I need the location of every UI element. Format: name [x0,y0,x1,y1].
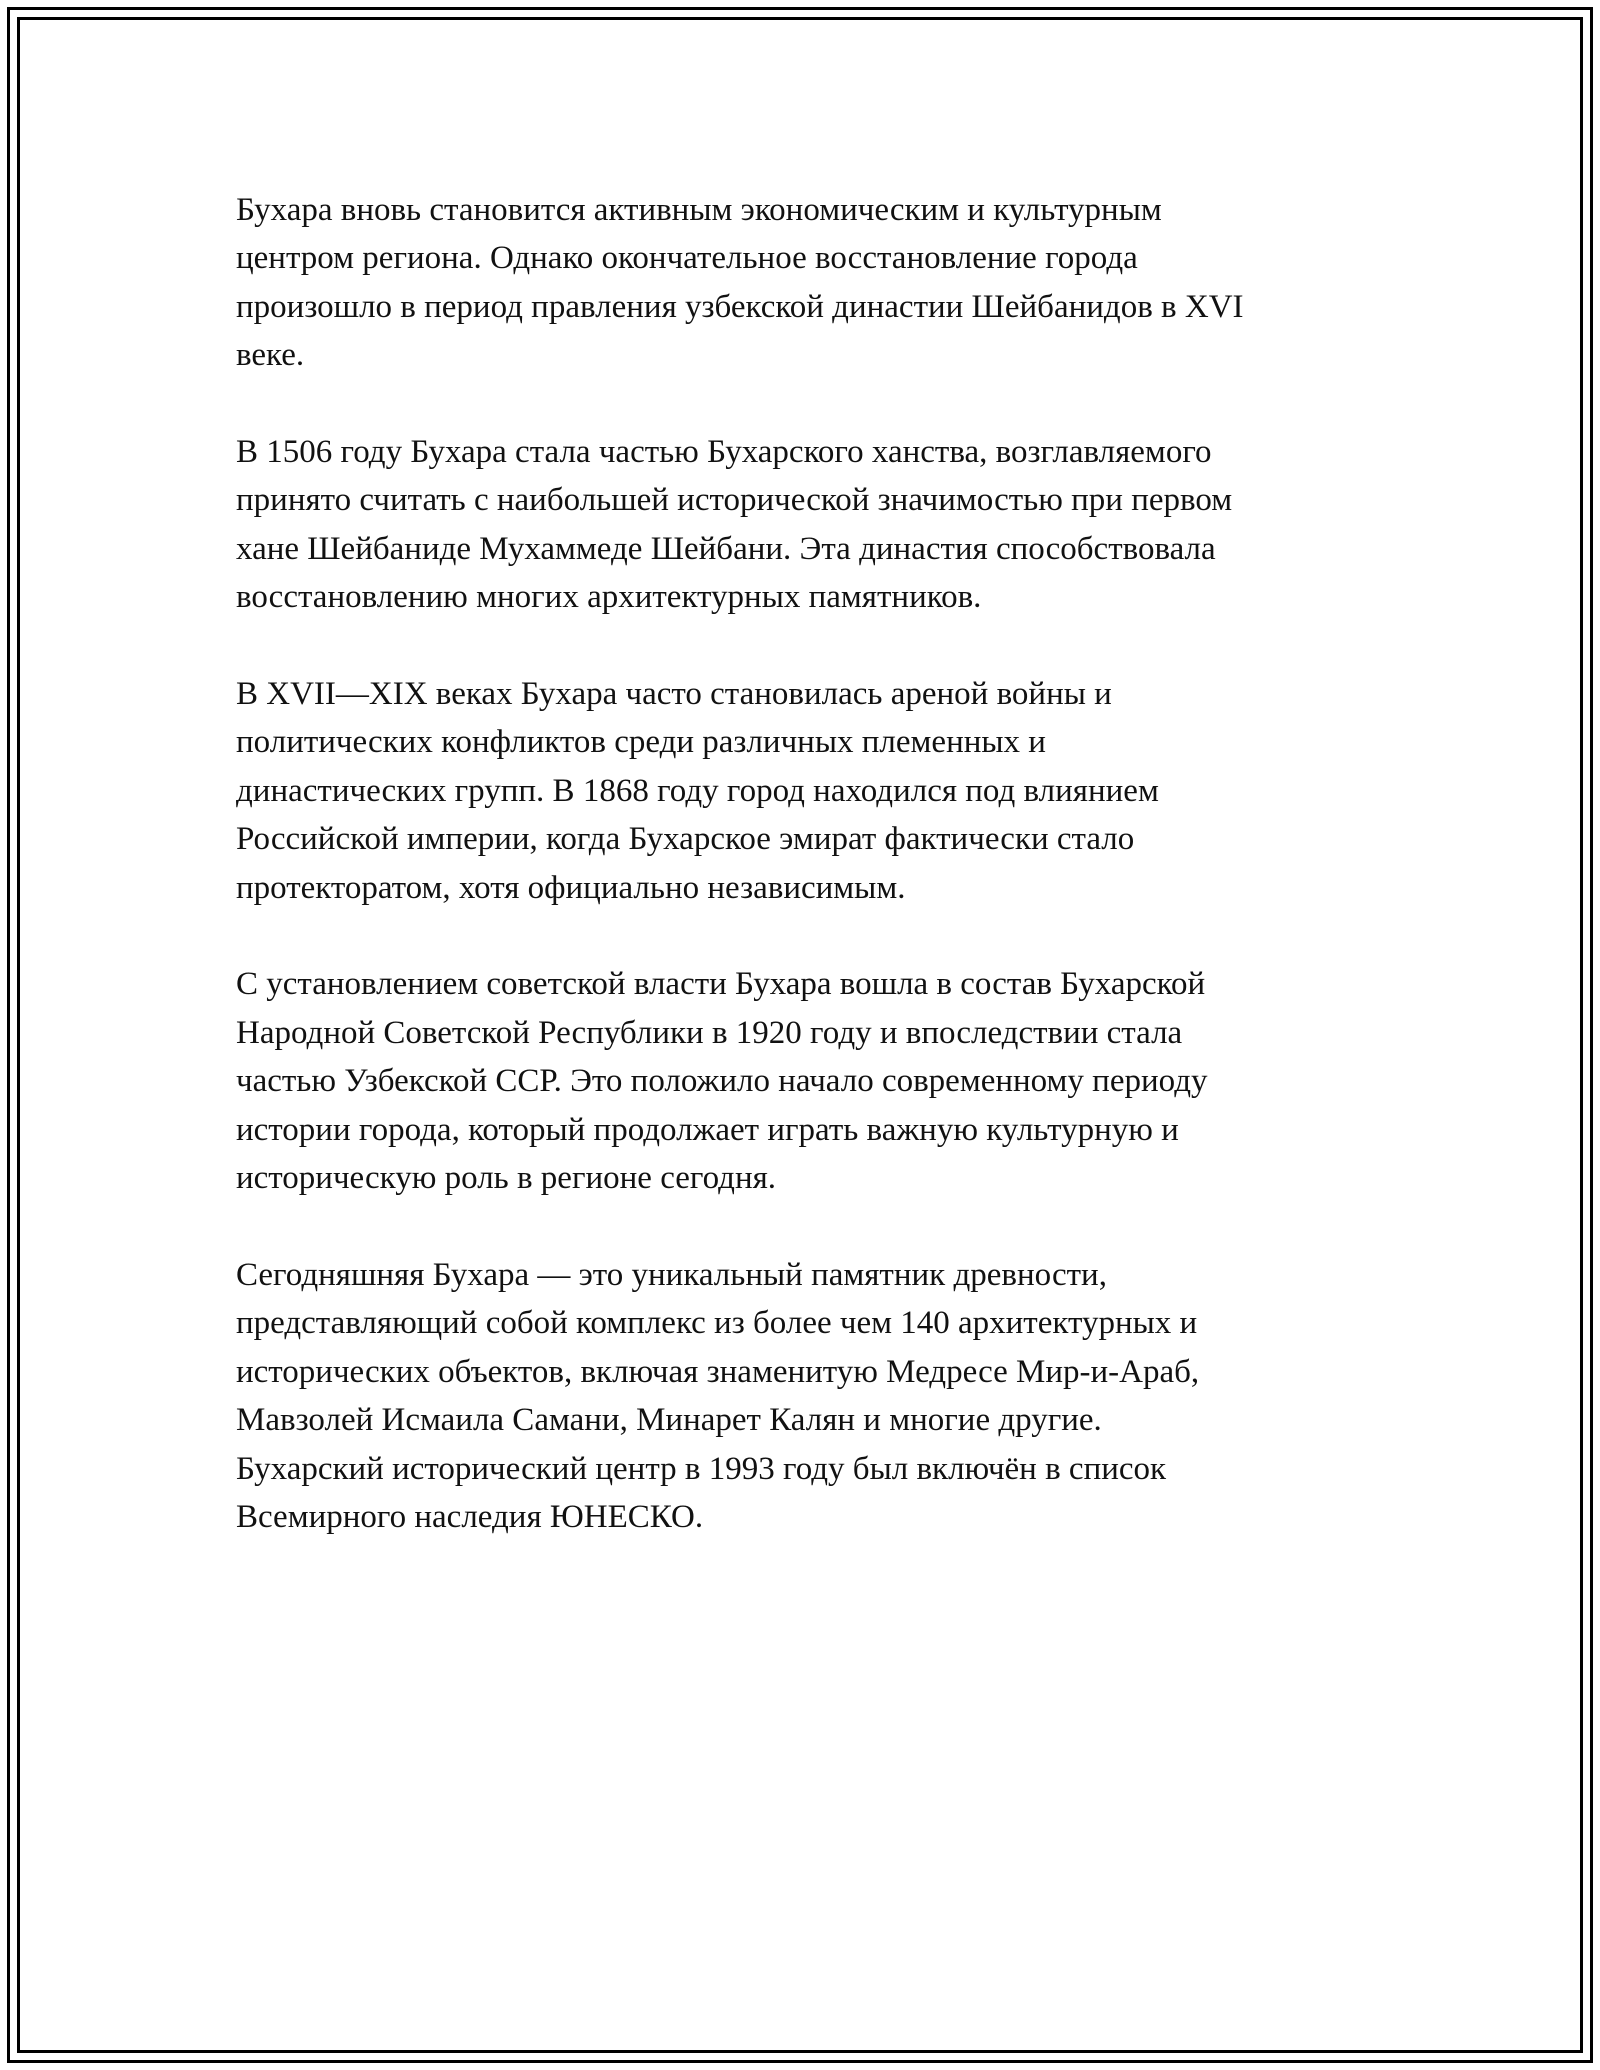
paragraph: С установлением советской власти Бухара вошла в состав Бухарской Народной Советской Республики в 1920 году и впоследствии стала частью Узбекской ССР. Это положило начало современному периоду истории города, который продолжает играть важную культурную и историческую роль в регионе сегодня. [236,966,1208,1197]
paragraph: Сегодняшняя Бухара — это уникальный памятник древности, представляющий собой комплекс из более чем 140 архитектурных и исторических объектов, включая знаменитую Медресе Мир-и-Араб, Мавзолей Исмаила Самани, Минарет Калян и многие другие. Бухарский исторический центр в 1993 году был включён в список Всемирного наследия ЮНЕСКО. [236,1256,1200,1535]
paragraph: В XVII—XIX веках Бухара часто становилась ареной войны и политических конфликтов среди различных племенных и династических групп. В 1868 году город находился под влиянием Российской империи, когда Бухарское эмират фактически стало протекторатом, хотя официально независимым. [236,676,1159,906]
paragraph: Бухара вновь становится активным экономическим и культурным центром региона. Однако окончательное восстановление города произошло в период правления узбекской династии Шейбанидов в XVI веке. [236,192,1244,374]
document-body [236,186,1386,1590]
paragraph: В 1506 году Бухара стала частью Бухарского ханства, возглавляемого принято считать с наибольшей исторической значимостью при первом хане Шейбаниде Мухаммеде Шейбани. Эта династия способствовала восстановлению многих архитектурных памятников. [236,434,1233,616]
